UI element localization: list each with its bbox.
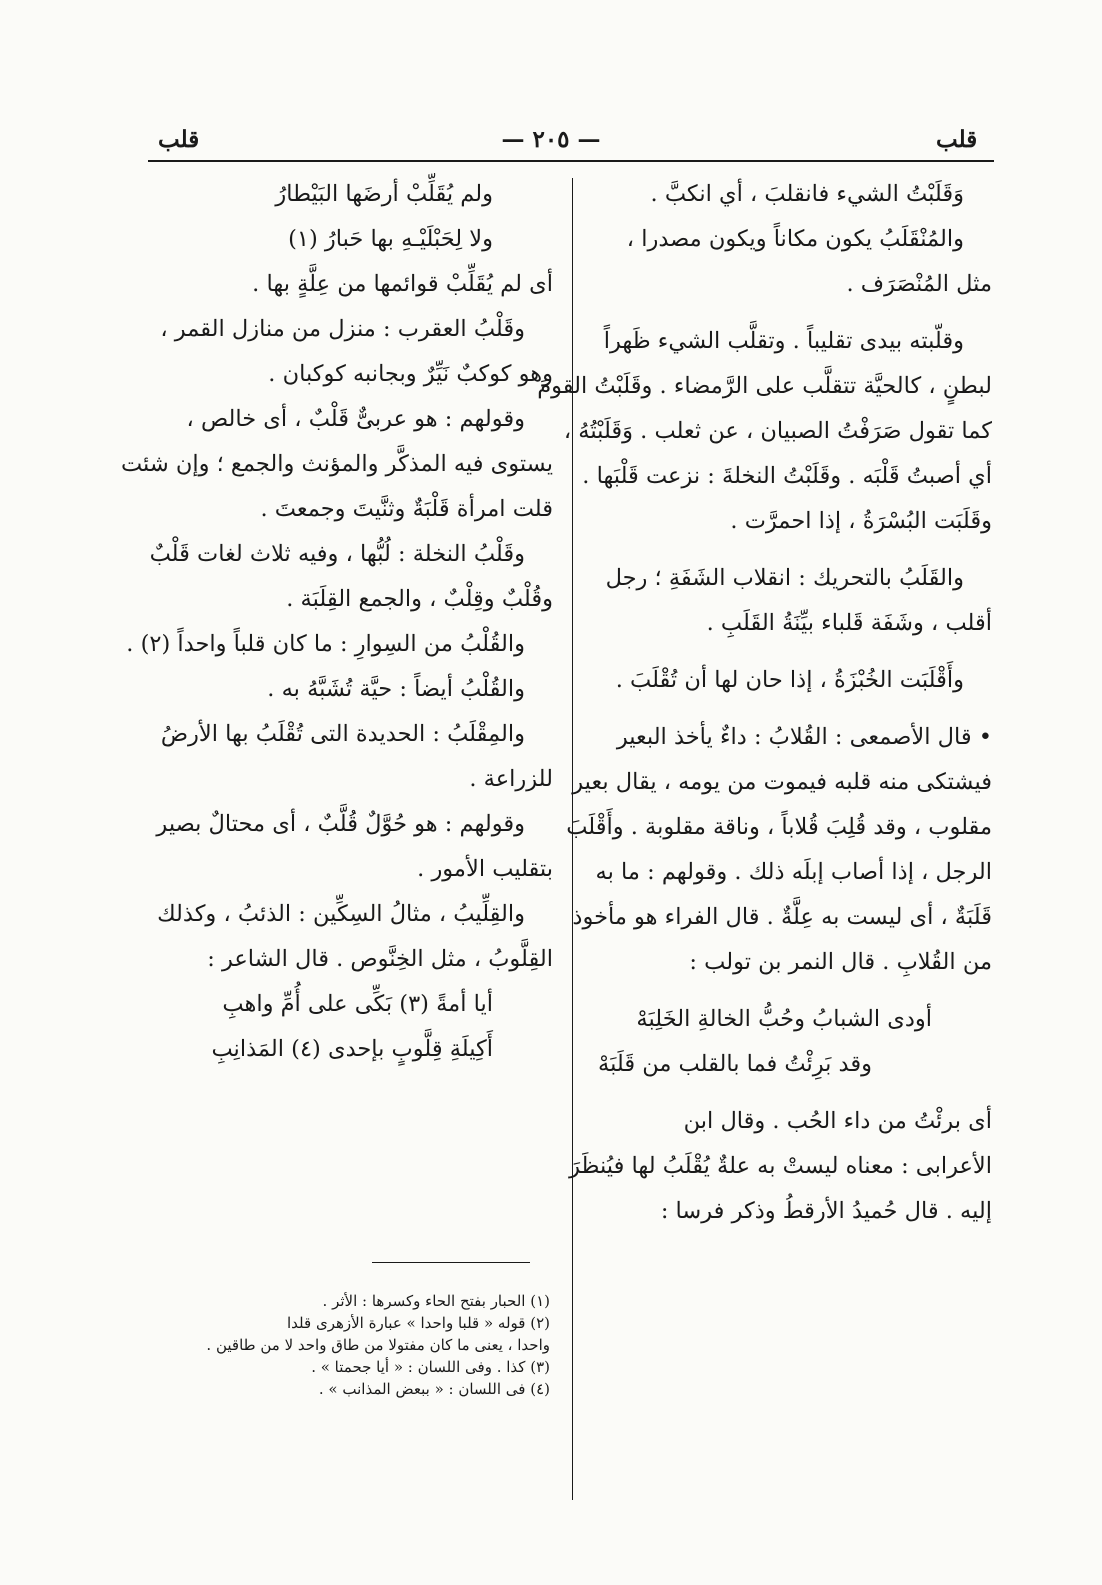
text-line: والقُلْبُ أيضاً : حيَّة تُشَبَّهُ به .	[267, 676, 525, 702]
footnote: (٤) فى اللسان : « ببعض المذانب » .	[318, 1380, 550, 1398]
footnote: (٣) كذا . وفى اللسان : « أيا جحمتا » .	[311, 1358, 550, 1376]
text-line: وهو كوكبٌ نَيِّرٌ وبجانبه كوكبان .	[268, 361, 553, 387]
verse-line: أودى الشبابُ وحُبُّ الخالةِ الخَلِبَهْ	[636, 1006, 932, 1032]
header-entry-right: قلب	[936, 126, 978, 153]
text-line: والقِلِّيبُ ، مثالُ السِكِّين : الذئبُ ، وكذلك	[157, 901, 525, 927]
text-line: فيشتكى منه قلبه فيموت من يومه ، يقال بعير	[572, 769, 992, 795]
text-line: مثل المُنْصَرَف .	[846, 271, 992, 297]
text-line: وقولهم : هو عربىٌّ قَلْبٌ ، أى خالص ،	[186, 406, 525, 432]
text-line: قلت امرأة قَلْبَةٌ وثنَّيتَ وجمعتَ .	[260, 496, 553, 522]
page-number: — ٢٠٥ —	[501, 126, 601, 153]
header-rule	[148, 160, 994, 162]
verse-line: ولا لِحَبْلَيْـهِ بها حَبارُ (١)	[288, 226, 493, 252]
text-line: الأعرابى : معناه ليستْ به علةٌ يُقْلَبُ لها فيُنظَرَ	[569, 1153, 992, 1179]
text-line: يستوى فيه المذكَّر والمؤنث والجمع ؛ وإن شئت	[120, 451, 553, 477]
footnote: (١) الحبار بفتح الحاء وكسرها : الأثر .	[322, 1292, 550, 1310]
text-line: وقَلْبُ العقرب : منزل من منازل القمر ،	[160, 316, 525, 342]
text-line: أي أصبتُ قَلْبَه . وقَلَبْتُ النخلةَ : نزعت قَلْبَها .	[582, 463, 992, 489]
text-line: مقلوب ، وقد قُلِبَ قُلاباً ، وناقة مقلوبة . وأَقْلَبَ	[566, 814, 992, 840]
text-line: للزراعة .	[469, 766, 553, 792]
text-line: وقولهم : هو حُوَّلٌ قُلَّبٌ ، أى محتالٌ بصير	[156, 811, 525, 837]
text-line: بتقليب الأمور .	[417, 856, 553, 882]
verse-line: أَكِيلَةِ قِلَّوبٍ بإحدى (٤) المَذانِبِ	[211, 1036, 493, 1062]
text-line: الرجل ، إذا أصاب إبلَه ذلك . وقولهم : ما به	[595, 859, 992, 885]
footnote-rule	[372, 1262, 530, 1263]
verse-line: وقد بَرِئْتُ فما بالقلب من قَلَبَهْ	[598, 1051, 872, 1077]
text-line: كما تقول صَرَفْتُ الصبيان ، عن ثعلب . وَقَلَبْتُهُ ،	[563, 418, 992, 444]
text-line: قَلَبَةٌ ، أى ليست به عِلَّةٌ . قال الفراء هو مأخوذ	[572, 904, 992, 930]
text-line: أى برئْتُ من داء الحُب . وقال ابن	[683, 1108, 992, 1134]
text-line: إليه . قال حُميدُ الأرقطُ وذكر فرسا :	[660, 1198, 992, 1224]
footnote: (٢) قوله « قلبا واحدا » عبارة الأزهرى قلدا	[287, 1314, 550, 1332]
text-line: من القُلابِ . قال النمر بن تولب :	[689, 949, 992, 975]
text-line: أقلب ، وشَفَة قَلباء بيِّنَةُ القَلَبِ .	[706, 610, 992, 636]
footnote: واحدا ، يعنى ما كان مفتولا من طاق واحد لا من طاقين .	[206, 1336, 550, 1354]
text-line: القِلَّوبُ ، مثل الخِنَّوص . قال الشاعر :	[207, 946, 553, 972]
text-line: والمِقْلَبُ : الحديدة التى تُقْلَبُ بها الأرضُ	[160, 721, 525, 747]
text-line: والقَلَبُ بالتحريك : انقلاب الشَفَةِ ؛ رجل	[605, 565, 964, 591]
text-line: وقَلْبُ النخلة : لُبُّها ، وفيه ثلاث لغات قَلْبٌ	[149, 541, 525, 567]
text-line: وَقَلَبْتُ الشيء فانقلبَ ، أي انكبَّ .	[650, 181, 964, 207]
text-line: وقُلْبٌ وقِلْبٌ ، والجمع القِلَبَة .	[286, 586, 553, 612]
text-line: والمُنْقَلَبُ يكون مكاناً ويكون مصدرا ،	[626, 226, 964, 252]
text-line: أى لم يُقَلِّبْ قوائمها من عِلَّةٍ بها .	[252, 271, 553, 297]
verse-line: أيا أمةً (٣) بَكِّى على أُمِّ واهبِ	[222, 991, 493, 1017]
text-line: وقَلَبَت البُسْرَةُ ، إذا احمرَّت .	[730, 508, 992, 534]
text-line: • قال الأصمعى : القُلابُ : داءٌ يأخذ البعير	[616, 724, 992, 750]
left-column	[120, 172, 553, 1072]
verse-line: ولم يُقَلِّبْ أرضَها البَيْطارُ	[275, 181, 493, 207]
footnotes	[150, 1290, 550, 1400]
text-line: لبطنٍ ، كالحيَّة تتقلَّب على الرَّمضاء . وقَلَبْتُ القومَ	[537, 373, 992, 399]
text-line: والقُلْبُ من السِوارِ : ما كان قلباً واحداً (٢) .	[126, 631, 525, 657]
text-line: وأَقْلَبَت الخُبْزَةُ ، إذا حان لها أن تُقْلَبَ .	[615, 667, 964, 693]
text-line: وقلّبته بيدى تقليباً . وتقلَّب الشيء ظَهراً	[603, 328, 964, 354]
header-entry-left: قلب	[158, 126, 200, 153]
right-column	[537, 172, 992, 1234]
